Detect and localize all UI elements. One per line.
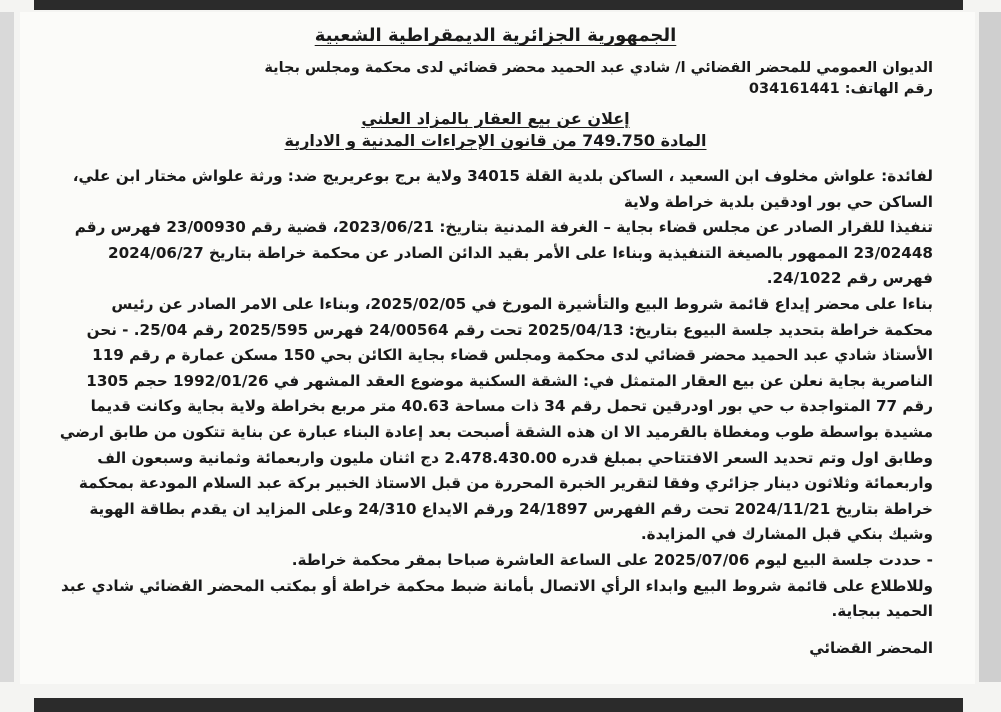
phone-line: رقم الهاتف: 034161441: [748, 81, 933, 97]
paragraph-execution: تنفيذا للقرار الصادر عن مجلس قضاء بجاية – الغرفة المدنية بتاريخ: 2023/06/21، قضية رقم 23/00930 فهرس رقم 23/02448 الممهور بالصيغة التنفيذية وبناءا على الأمر بقيد الدائن الصادر عن محكمة خراطة بتاريخ 2024/06/27 فهرس رقم 24/1022.: [74, 218, 933, 288]
document-content: [58, 12, 933, 657]
scan-top-bar: [34, 0, 963, 10]
paragraph-session-date: - حددت جلسة البيع ليوم 2025/07/06 على الساعة العاشرة صباحا بمقر محكمة خراطة.: [291, 550, 933, 569]
paragraph-contact: وللاطلاع على قائمة شروط البيع وابداء الرأي الاتصال بأمانة ضبط محكمة خراطة أو بمكتب المحضر القضائي شادي عبد الحميد ببجاية.: [61, 576, 933, 621]
signature-label: المحضر القضائي: [809, 638, 933, 657]
announcement-title: إعلان عن بيع العقار بالمزاد العلني: [361, 109, 630, 128]
scan-bottom-bar: [34, 698, 963, 712]
paragraph-sale-details: بناءا على محضر إيداع قائمة شروط البيع والتأشيرة المورخ في 2025/02/05، وبناءا على الامر الصادر عن رئيس محكمة خراطة بتحديد جلسة البيوع بتاريخ: 2025/04/13 تحت رقم 24/00564 فهرس 2025/595 رقم 25/04. - نحن الأستاذ شادي عبد الحميد محضر قضائي لدى محكمة ومجلس قضاء بجاية الكائن بحي 150 مسكن عمارة م رقم 119 الناصرية بجاية نعلن عن بيع العقار المتمثل في: الشقة السكنية موضوع العقد المشهر في 1992/01/26 حجم 1305 رقم 77 المتواجدة ب حي بور اودرقين تحمل رقم 34 ذات مساحة 40.63 متر مربع بخراطة ولاية بجاية وكانت قديما مشيدة بواسطة طوب ومغطاة بالقرميد الا ان هذه الشقة أصبحت بعد إعادة البناء عبارة عن بناية تتكون من طابق ارضي وطابق اول وتم تحديد السعر الافتتاحي بمبلغ قدره 2.478.430.00 دج اثنان مليون واربعمائة وثمانية وسبعون الف واربعمائة وثلاثون دينار جزائري وفقا لتقرير الخبرة المحررة من قبل الاستاذ الخبير بركة عبد السلام المودعة بمحكمة خراطة بتاريخ 2024/11/21 تحت رقم الفهرس 24/1897 ورقم الايداع 24/310 وعلى المزايد ان يقدم بطاقة الهوية وشيك بنكي قبل المشارك في المزايدة.: [59, 294, 933, 544]
office-line: الديوان العمومي للمحضر القضائي ا/ شادي عبد الحميد محضر قضائي لدى محكمة ومجلس بجاية: [264, 60, 933, 76]
announcement-article: المادة 749.750 من قانون الإجراءات المدنية و الادارية: [284, 131, 707, 150]
scan-right-edge: [979, 12, 1001, 682]
scan-left-edge: [0, 12, 14, 682]
paragraph-beneficiary: لفائدة: علواش مخلوف ابن السعيد ، الساكن بلدية القلة 34015 ولاية برج بوعريريج ضد: ورثة علواش مختار ابن علي، الساكن حي بور اودقين بلدية خراطة ولاية: [72, 167, 933, 211]
document-page: [20, 12, 975, 684]
announcement-body: [58, 164, 933, 625]
republic-heading: الجمهورية الجزائرية الديمقراطية الشعبية: [314, 25, 677, 46]
